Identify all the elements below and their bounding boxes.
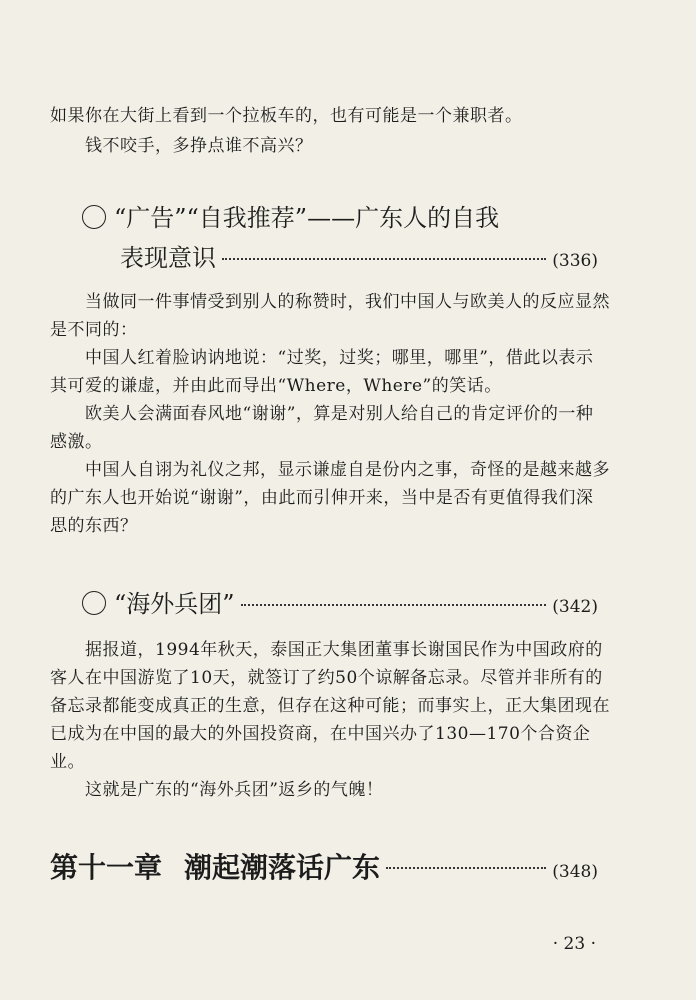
chapter-heading (50, 848, 598, 892)
toc-entry-title-wrap (82, 586, 235, 622)
body-paragraph: 中国人红着脸讷讷地说：“过奖，过奖；哪里，哪里”，借此以表示其可爱的谦虚，并由此而导出“Where，Where”的笑话。 (50, 348, 594, 396)
chapter-title: 潮起潮落话广东 (184, 851, 381, 884)
toc-entry-overseas-corps (82, 586, 598, 625)
circle-bullet-icon (82, 205, 106, 229)
page-number: · 23 · (552, 934, 596, 954)
toc-page-number: (348) (552, 862, 598, 882)
circle-bullet-icon (82, 591, 106, 615)
body-paragraph: 当做同一件事情受到别人的称赞时，我们中国人与欧美人的反应显然是不同的： (50, 292, 610, 340)
toc-entry-advertising-line2 (120, 240, 598, 279)
toc-entry-title-line2: 表现意识 (120, 244, 216, 272)
intro-line-2: 钱不咬手，多挣点谁不高兴？ (85, 136, 313, 156)
leader-dots (386, 867, 546, 869)
leader-dots (241, 604, 547, 606)
body-paragraph: 中国人自诩为礼仪之邦，显示谦虚自是份内之事，奇怪的是越来越多的广东人也开始说“谢谢”，由此而引伸开来，当中是否有更值得我们深思的东西？ (50, 460, 610, 536)
body-paragraph: 据报道，1994年秋天，泰国正大集团董事长谢国民作为中国政府的客人在中国游览了10天，就签订了约50个谅解备忘录。尽管并非所有的备忘录都能变成真正的生意，但存在这种可能；而事实上，正大集团现在已成为在中国的最大的外国投资商，在中国兴办了130—170个合资企业。 (50, 640, 610, 772)
intro-line-1: 如果你在大街上看到一个拉板车的，也有可能是一个兼职者。 (50, 106, 523, 126)
toc-entry-advertising (82, 200, 602, 236)
toc-page-number: (342) (552, 597, 598, 617)
toc-entry-title-line1: “广告”“自我推荐”——广东人的自我 (114, 204, 500, 232)
toc-entry-title: “海外兵团” (114, 590, 235, 618)
toc-page-number: (336) (552, 251, 598, 271)
body-paragraph: 这就是广东的“海外兵团”返乡的气魄！ (85, 780, 384, 800)
body-paragraph: 欧美人会满面春风地“谢谢”，算是对别人给自己的肯定评价的一种感激。 (50, 404, 594, 452)
chapter-label: 第十一章 (50, 851, 163, 884)
leader-dots (222, 258, 546, 260)
